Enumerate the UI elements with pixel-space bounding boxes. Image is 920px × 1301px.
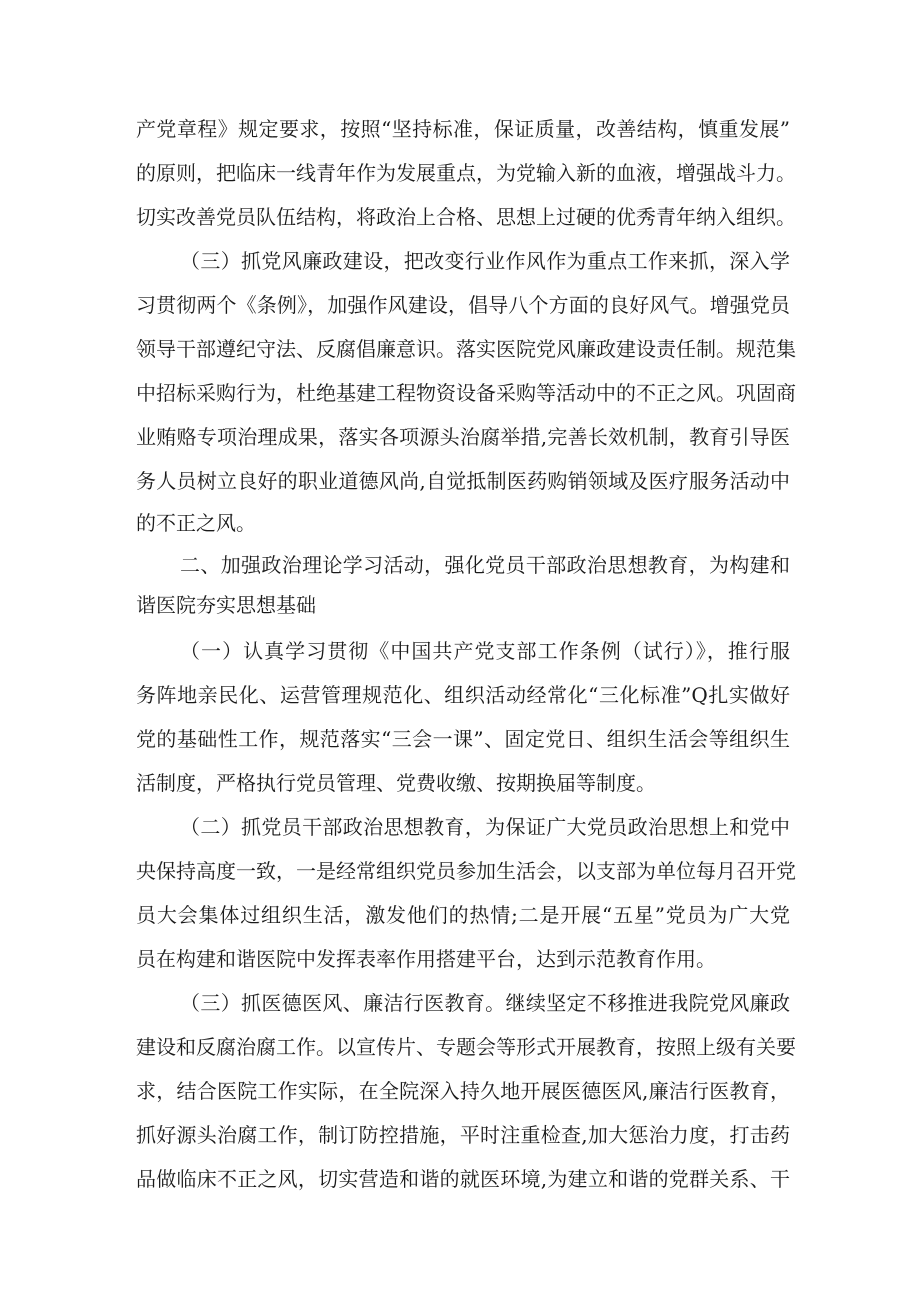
text-line: 品做临床不正之风，切实营造和谐的就医环境,为建立和谐的党群关系、干: [136, 1167, 790, 1191]
text-line: 切实改善党员队伍结构，将政治上合格、思想上过硬的优秀青年纳入组织。: [136, 205, 796, 229]
text-line: （二）抓党员干部政治思想教育，为保证广大党员政治思想上和党中: [180, 815, 790, 839]
heading-line: 二、加强政治理论学习活动，强化党员干部政治思想教育，为构建和: [180, 553, 790, 577]
text-line: 党的基础性工作，规范落实“三会一课”、固定党日、组织生活会等组织生: [136, 727, 790, 751]
text-line: 求，结合医院工作实际，在全院深入持久地开展医德医风,廉洁行医教育，: [136, 1079, 790, 1103]
text-line: 活制度，严格执行党员管理、党费收缴、按期换届等制度。: [136, 771, 656, 795]
text-line: 中招标采购行为，杜绝基建工程物资设备采购等活动中的不正之风。巩固商: [136, 381, 796, 405]
text-line: 务阵地亲民化、运营管理规范化、组织活动经常化“三化标准”Q扎实做好: [136, 683, 790, 707]
text-line: 的不正之风。: [136, 511, 256, 535]
text-line: 的原则，把临床一线青年作为发展重点，为党输入新的血液，增强战斗力。: [136, 161, 796, 185]
text-line: （三）抓党风廉政建设，把改变行业作风作为重点工作来抓，深入学: [180, 249, 790, 273]
text-line: 务人员树立良好的职业道德风尚,自觉抵制医药购销领域及医疗服务活动中: [136, 469, 790, 493]
text-line: 业贿赂专项治理成果，落实各项源头治腐举措,完善长效机制，教育引导医: [136, 425, 790, 449]
text-line: （一）认真学习贯彻《中国共产党支部工作条例（试行）》，推行服: [180, 639, 790, 663]
heading-line: 谐医院夯实思想基础: [136, 593, 316, 617]
text-line: （三）抓医德医风、廉洁行医教育。继续坚定不移推进我院党风廉政: [180, 991, 790, 1015]
text-line: 员在构建和谐医院中发挥表率作用搭建平台，达到示范教育作用。: [136, 947, 716, 971]
text-line: 员大会集体过组织生活，激发他们的热情;二是开展“五星”党员为广大党: [136, 903, 790, 927]
text-line: 产党章程》规定要求，按照“坚持标准，保证质量，改善结构，慎重发展”: [136, 117, 790, 141]
text-line: 央保持高度一致，一是经常组织党员参加生活会，以支部为单位每月召开党: [136, 859, 796, 883]
text-line: 领导干部遵纪守法、反腐倡廉意识。落实医院党风廉政建设责任制。规范集: [136, 337, 796, 361]
text-line: 习贯彻两个《条例》，加强作风建设，倡导八个方面的良好风气。增强党员: [136, 293, 790, 317]
text-line: 建设和反腐治腐工作。以宣传片、专题会等形式开展教育，按照上级有关要: [136, 1035, 796, 1059]
text-line: 抓好源头治腐工作，制订防控措施，平时注重检查,加大惩治力度，打击药: [136, 1123, 790, 1147]
